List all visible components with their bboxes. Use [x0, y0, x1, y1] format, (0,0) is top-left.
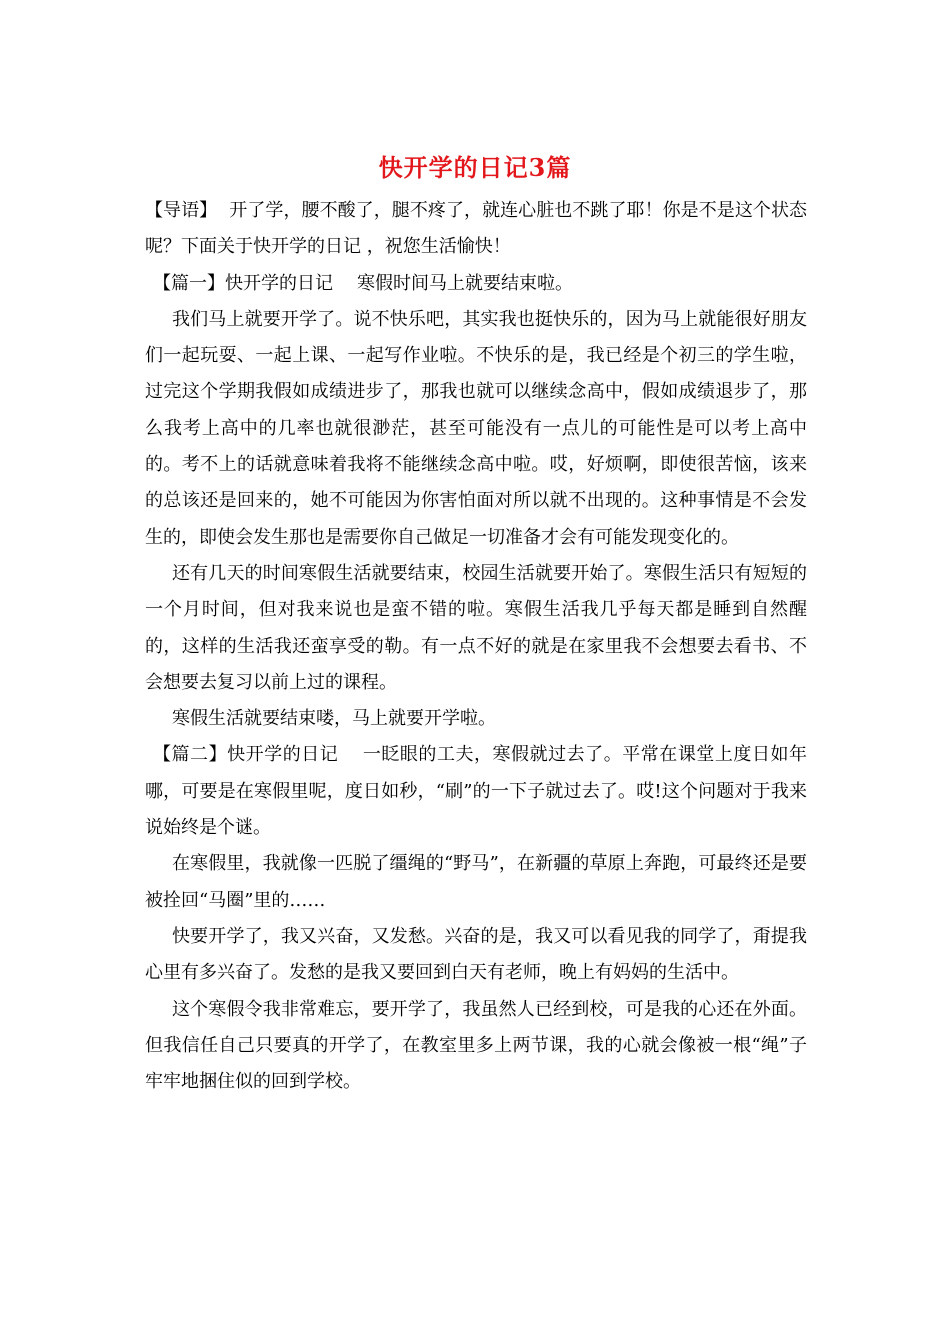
part2-heading-paragraph — [145, 737, 807, 846]
part1-lead: 寒假时间马上就要结束啦。 — [357, 272, 573, 294]
part1-paragraph-2: 还有几天的时间寒假生活就要结束，校园生活就要开始了。寒假生活只有短短的一个月时间，但对我来说也是蛮不错的啦。寒假生活我几乎每天都是睡到自然醒的，这样的生活我还蛮享受的勒。有一点不好的就是在家里我不会想要去看书、不会想要去复习以前上过的课程。 — [145, 562, 807, 693]
intro-label: 【导语】 — [145, 200, 218, 221]
document-title: 快开学的日记3篇 — [378, 153, 572, 182]
document-body — [145, 193, 807, 1100]
part2-paragraph-1: 在寒假里，我就像一匹脱了缰绳的“野马”，在新疆的草原上奔跑，可最终还是要被拴回“马圈”里的…… — [145, 853, 807, 911]
part2-label: 【篇二】快开学的日记 — [153, 744, 339, 766]
part2-paragraph-2: 快要开学了，我又兴奋，又发愁。兴奋的是，我又可以看见我的同学了，甭提我心里有多兴奋了。发愁的是我又要回到白天有老师，晚上有妈妈的生活中。 — [145, 925, 807, 984]
intro-text: 开了学，腰不酸了，腿不疼了，就连心脏也不跳了耶！你是不是这个状态呢？下面关于快开学的日记 ，祝您生活愉快！ — [145, 200, 808, 258]
intro-paragraph — [145, 193, 807, 266]
part1-paragraph-3: 寒假生活就要结束喽，马上就要开学啦。 — [172, 708, 496, 730]
part1-label: 【篇一】快开学的日记 — [153, 272, 333, 294]
part2-paragraph-3: 这个寒假令我非常难忘，要开学了，我虽然人已经到校，可是我的心还在外面。但我信任自己只要真的开学了，在教室里多上两节课，我的心就会像被一根“绳”子牢牢地捆住似的回到学校。 — [145, 998, 807, 1093]
part1-heading-paragraph — [145, 266, 807, 302]
part2-lead: 一眨眼的工夫，寒假就过去了。平常在课堂上度日如年哪，可要是在寒假里呢，度日如秒，“刷”的一下子就过去了。哎!这个问题对于我来说始终是个谜。 — [145, 744, 808, 839]
part1-paragraph-1: 我们马上就要开学了。说不快乐吧，其实我也挺快乐的，因为马上就能很好朋友们一起玩耍、一起上课、一起写作业啦。不快乐的是，我已经是个初三的学生啦，过完这个学期我假如成绩进步了，那我也就可以继续念高中，假如成绩退步了，那么我考上高中的几率也就很渺茫，甚至可能没有一点儿的可能性是可以考上高中的。考不上的话就意味着我将不能继续念高中啦。哎，好烦啊，即使很苦恼，该来的总该还是回来的，她不可能因为你害怕面对所以就不出现的。这种事情是不会发生的，即使会发生那也是需要你自己做足一切准备才会有可能发现变化的。 — [145, 308, 807, 548]
